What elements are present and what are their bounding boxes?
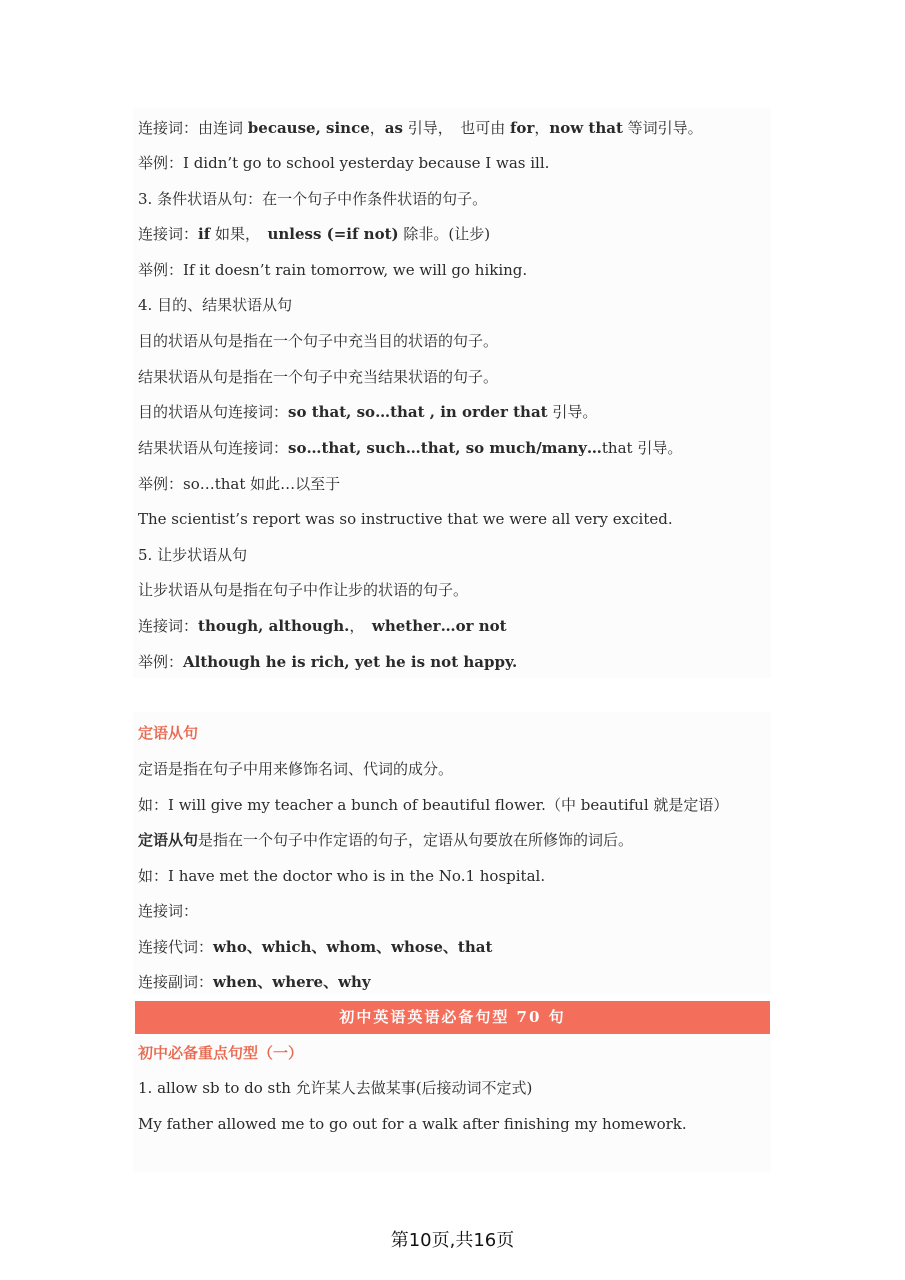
connector-word: though, although. <box>198 617 350 635</box>
connector-word: unless (=if not) <box>267 225 399 243</box>
example-label: 举例： <box>138 154 184 172</box>
attributive-example-2: 如：I have met the doctor who is in the No.1 hospital. <box>138 867 546 885</box>
condition-example-line <box>138 260 527 280</box>
page-number: 第10页,共16页 <box>390 1230 515 1251</box>
attributive-connectors-label: 连接词： <box>138 902 199 920</box>
purpose-definition: 目的状语从句是指在一个句子中充当目的状语的句子。 <box>138 332 499 350</box>
connector-word: so…that, such…that, so much/many… <box>288 439 602 457</box>
example-text: I didn’t go to school yesterday because I was ill. <box>183 154 550 172</box>
result-definition: 结果状语从句是指在一个句子中充当结果状语的句子。 <box>138 368 499 386</box>
connector-word: because, since <box>247 119 370 137</box>
pattern-item-1: 1. allow sb to do sth 允许某人去做某事(后接动词不定式) <box>138 1079 533 1097</box>
condition-connectors-line: 连接词：if 如果， unless (=if not) 除非。(让步) <box>138 225 491 243</box>
pattern-item-1-example: My father allowed me to go out for a walk after finishing my homework. <box>138 1115 687 1133</box>
example-label: 举例： <box>138 261 184 279</box>
concession-title: 5. 让步状语从句 <box>138 546 248 564</box>
connector-word: so that, so…that , in order that <box>288 403 548 421</box>
connectors-label: 连接词： <box>138 617 199 635</box>
connectors-label: 连接词： <box>138 119 199 137</box>
purpose-example-sentence: The scientist’s report was so instructive that we were all very excited. <box>138 510 673 528</box>
condition-title: 3. 条件状语从句：在一个句子中作条件状语的句子。 <box>138 190 488 208</box>
attributive-definition: 定语是指在句子中用来修饰名词、代词的成分。 <box>138 760 454 778</box>
reason-example-line <box>138 153 549 173</box>
reason-connectors-line: 连接词：由连词 because, since，as 引导， 也可由 for，now that 等词引导。 <box>138 119 703 137</box>
attributive-example-1: 如：I will give my teacher a bunch of beautiful flower.（中 beautiful 就是定语） <box>138 796 729 814</box>
connectors-label: 连接代词： <box>138 938 214 956</box>
purpose-example-line <box>138 474 340 494</box>
attributive-heading: 定语从句 <box>138 724 199 742</box>
connectors-label: 连接词： <box>138 225 199 243</box>
result-connectors-line: 结果状语从句连接词：so…that, such…that, so much/many…that 引导。 <box>138 439 683 457</box>
connector-word: now that <box>549 119 623 137</box>
example-text: so…that 如此…以至于 <box>183 475 341 493</box>
connector-word: if <box>198 225 211 243</box>
connector-word: when、where、why <box>213 973 371 991</box>
connector-word: who、which、whom、whose、that <box>213 938 493 956</box>
concession-connectors-line: 连接词：though, although.， whether…or not <box>138 617 507 635</box>
connector-word: whether…or not <box>371 617 507 635</box>
connector-word: for <box>509 119 535 137</box>
concession-example-line <box>138 652 517 672</box>
example-text: Although he is rich, yet he is not happy. <box>183 653 518 671</box>
connector-word: as <box>384 119 403 137</box>
example-label: 举例： <box>138 653 184 671</box>
connectors-label: 目的状语从句连接词： <box>138 403 289 421</box>
relative-adverbs-line <box>138 972 371 992</box>
section-banner: 初中英语英语必备句型 70 句 <box>135 1001 770 1034</box>
concession-definition: 让步状语从句是指在句子中作让步的状语的句子。 <box>138 581 469 599</box>
connectors-label: 连接副词： <box>138 973 214 991</box>
term-bold: 定语从句 <box>138 831 199 849</box>
purpose-title: 4. 目的、结果状语从句 <box>138 296 293 314</box>
example-label: 举例： <box>138 475 184 493</box>
relative-pronouns-line <box>138 937 492 957</box>
attributive-clause-definition: 定语从句是指在一个句子中作定语的句子，定语从句要放在所修饰的词后。 <box>138 831 634 849</box>
connectors-label: 结果状语从句连接词： <box>138 439 289 457</box>
example-text: If it doesn’t rain tomorrow, we will go hiking. <box>183 261 528 279</box>
patterns-heading: 初中必备重点句型（一） <box>138 1044 304 1062</box>
purpose-connectors-line: 目的状语从句连接词：so that, so…that , in order that 引导。 <box>138 403 598 421</box>
